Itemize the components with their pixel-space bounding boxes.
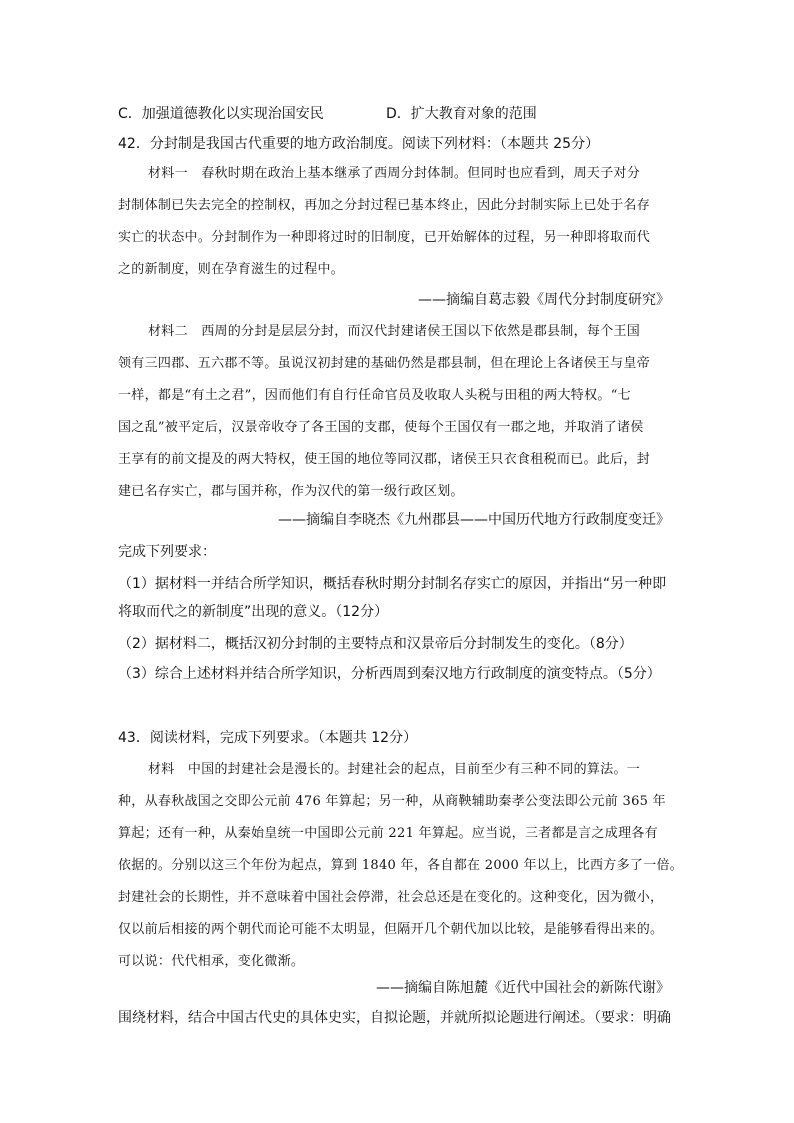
q42-req3: （3）综合上述材料并结合所学知识，分析西周到秦汉地方行政制度的演变特点。（5分） (118, 666, 661, 682)
q43-material-line: 材料 中国的封建社会是漫长的。封建社会的起点，目前至少有三种不同的算法。一 (148, 762, 641, 777)
q43-stem: 43．阅读材料，完成下列要求。（本题共 12分） (118, 730, 418, 746)
q42-req2: （2）据材料二，概括汉初分封制的主要特点和汉景帝后分封制发生的变化。（8分） (118, 636, 633, 652)
q42-material2-line: 国之乱”被平定后，汉景帝收夺了各王国的支郡，使每个王国仅有一郡之地，并取消了诸侯 (118, 420, 644, 435)
option-c: C．加强道德教化以实现治国安民 (118, 106, 324, 122)
q42-material2-line: 王享有的前文提及的两大特权，使王国的地位等同汉郡，诸侯王只衣食租税而已。此后，封 (118, 452, 651, 467)
q42-material1-line: 材料一 春秋时期在政治上基本继承了西周分封体制。但同时也应看到，周天子对分 (148, 166, 641, 181)
q42-source1: ——摘编自葛志毅《周代分封制度研究》 (418, 292, 670, 308)
q42-stem: 42．分封制是我国古代重要的地方政治制度。阅读下列材料：（本题共 25分） (118, 136, 600, 152)
q43-material-line: 封建社会的长期性，并不意味着中国社会停滞，社会总还是在变化的。这种变化，因为微小， (118, 890, 664, 905)
q43-material-line: 依据的。分别以这三个年份为起点，算到 1840 年，各自都在 2000 年以上，比西方多了一倍。 (118, 858, 684, 873)
q42-req1-line: （1）据材料一并结合所学知识，概括春秋时期分封制名存实亡的原因，并指出“另一种即 (118, 576, 667, 592)
q42-material2-line: 领有三四郡、五六郡不等。虽说汉初封建的基础仍然是郡县制，但在理论上各诸侯王与皇帝 (118, 356, 651, 371)
q42-source2: ——摘编自李晓杰《九州郡县——中国历代地方行政制度变迁》 (278, 512, 670, 528)
q42-material1-line: 封制体制已失去完全的控制权，再加之分封过程已基本终止，因此分封制实际上已处于名存 (118, 198, 651, 213)
q42-material2-line: 一样，都是“有土之君”，因而他们有自行任命官员及收取人头税与田租的两大特权。“七 (118, 388, 631, 403)
q43-material-line: 可以说：代代相承，变化微渐。 (118, 954, 305, 969)
q43-material-line: 算起；还有一种，从秦始皇统一中国即公元前 221 年算起。应当说，三者都是言之成理各有 (118, 826, 658, 841)
q42-material2-line: 材料二 西周的分封是层层分封，而汉代封建诸侯王国以下依然是郡县制，每个王国 (148, 324, 641, 339)
q43-material-line: 种，从春秋战国之交即公元前 476 年算起；另一种，从商鞅辅助秦孝公变法即公元前 365 年 (118, 794, 666, 809)
q42-req1-line: 将取而代之的新制度”出现的意义。（12分） (118, 604, 389, 620)
q42-material1-line: 之的新制度，则在孕育滋生的过程中。 (118, 262, 345, 277)
option-d: D．扩大教育对象的范围 (386, 106, 537, 122)
q42-instruction: 完成下列要求： (118, 544, 216, 560)
q43-task: 围绕材料，结合中国古代史的具体史实，自拟论题，并就所拟论题进行阐述。（要求：明确 (118, 1010, 671, 1026)
q43-source: ——摘编自陈旭麓《近代中国社会的新陈代谢》 (376, 980, 670, 996)
q42-material2-line: 建已名存实亡，郡与国并称，作为汉代的第一级行政区划。 (118, 484, 464, 499)
q43-material-line: 仅以前后相接的两个朝代而论可能不太明显，但隔开几个朝代加以比较，是能够看得出来的。 (118, 922, 664, 937)
q42-material1-line: 实亡的状态中。分封制作为一种即将过时的旧制度，已开始解体的过程，另一种即将取而代 (118, 230, 651, 245)
